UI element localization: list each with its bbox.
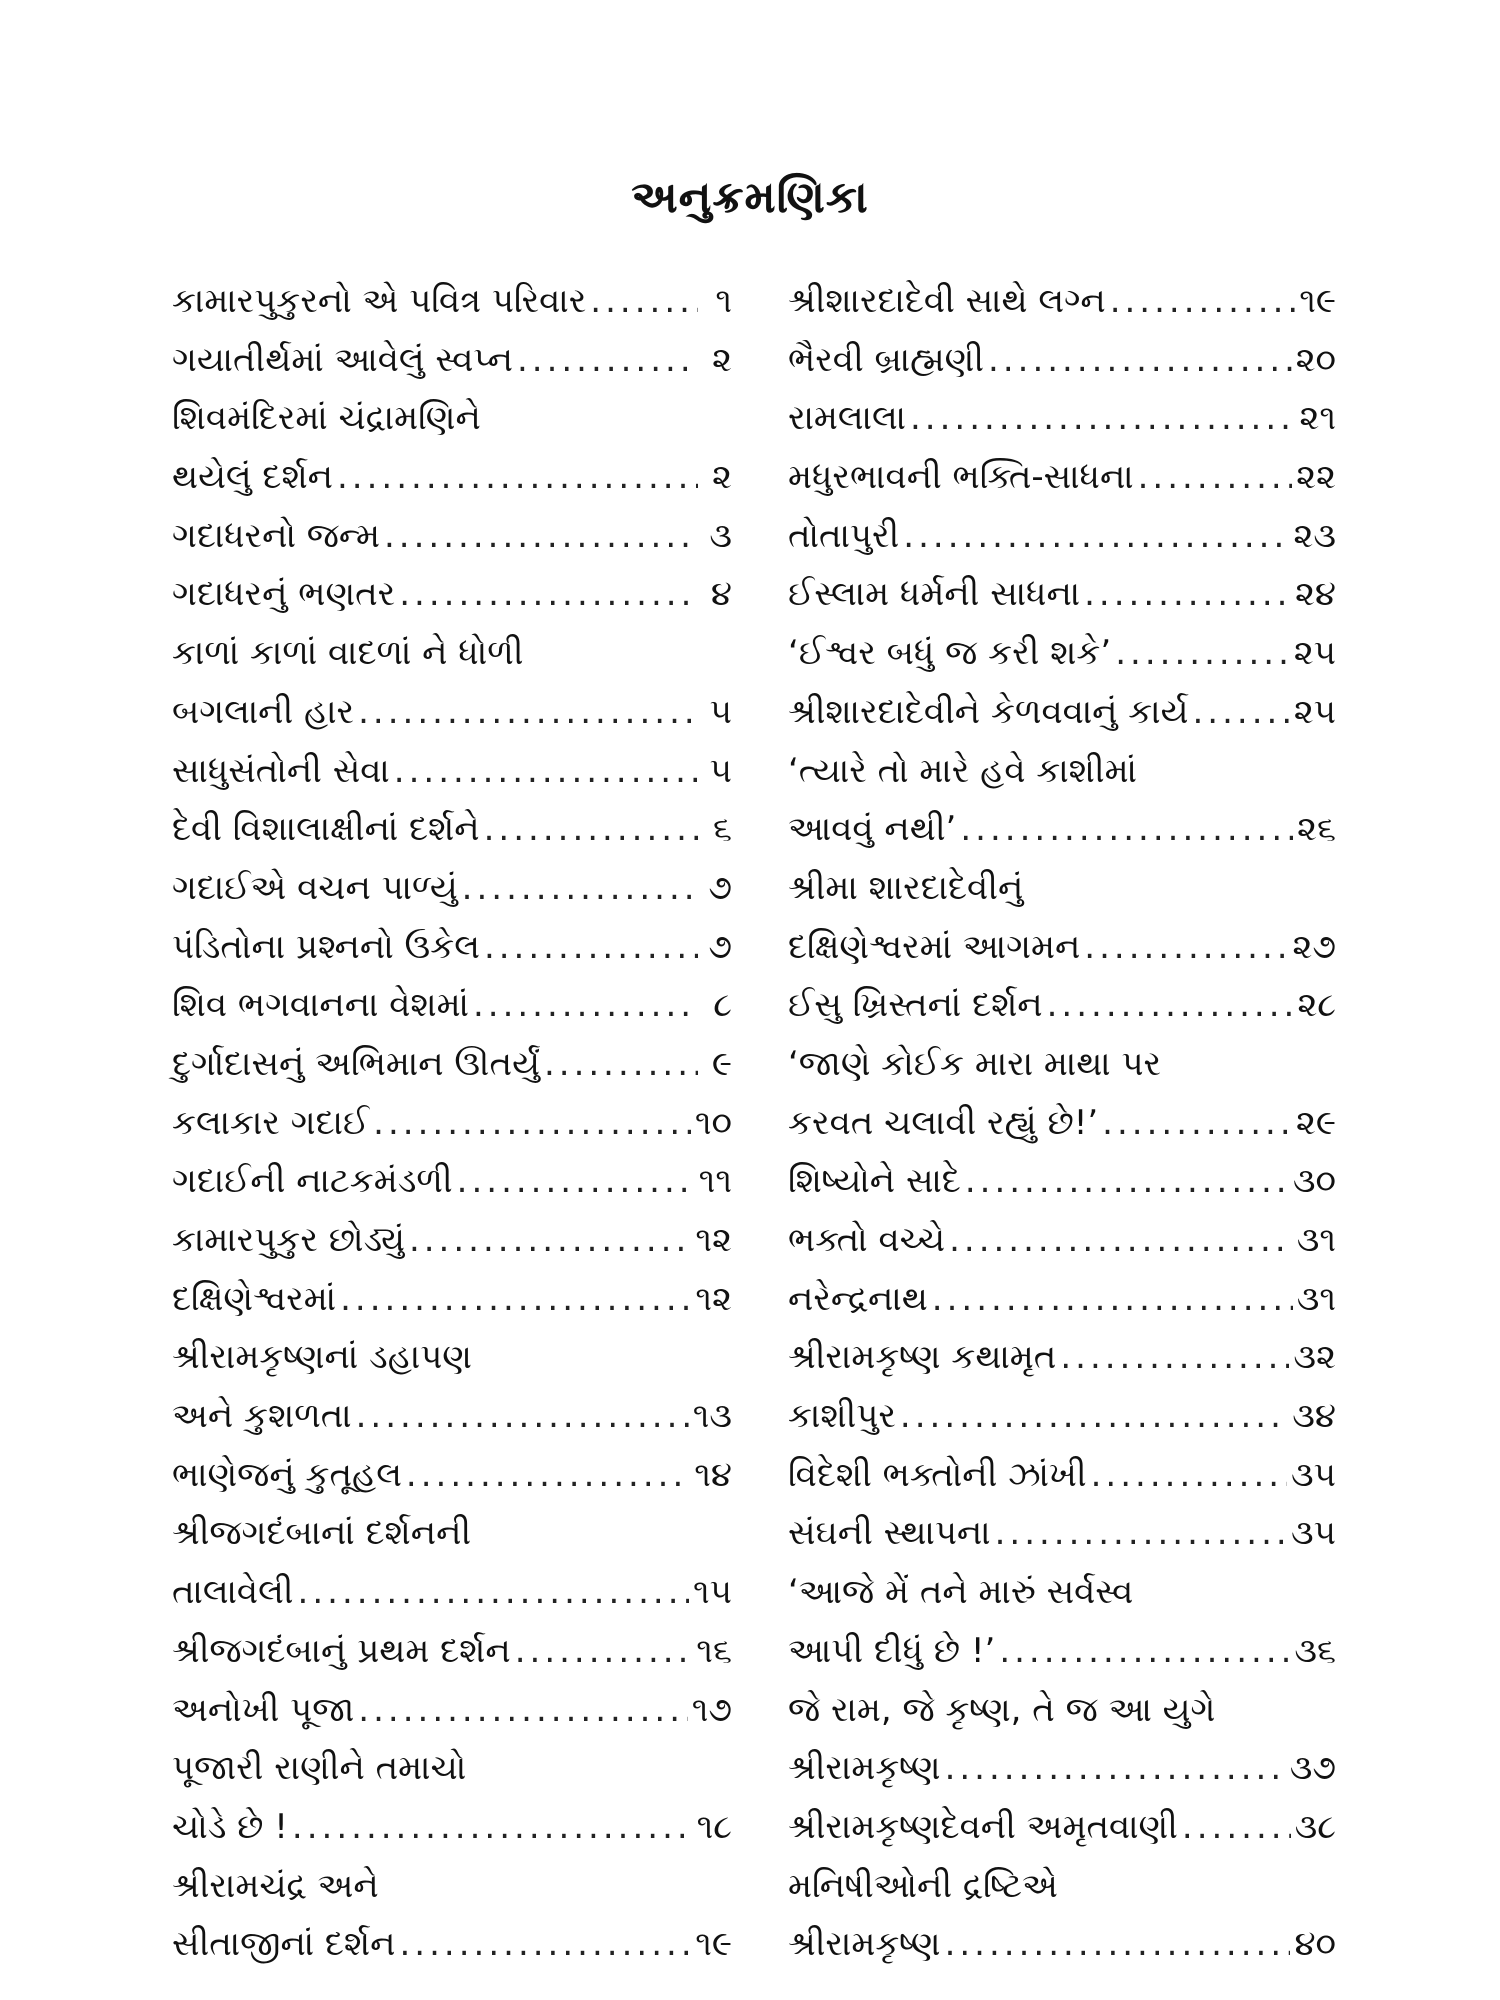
toc-entry: [788, 1681, 1336, 1740]
toc-entry-page: ૫: [709, 691, 732, 732]
toc-dot-leader: [517, 331, 698, 390]
toc-dot-leader: [900, 1387, 1288, 1446]
toc-dot-leader: [1192, 683, 1289, 742]
toc-entry: [788, 331, 1336, 390]
toc-entry: [172, 1563, 732, 1622]
toc-dot-leader: [373, 1094, 691, 1153]
toc-entry-page: ૨૭: [1292, 926, 1336, 967]
toc-dot-leader: [473, 976, 698, 1035]
toc-dot-leader: [949, 1211, 1293, 1270]
toc-entry: [172, 624, 732, 683]
toc-dot-leader: [292, 1798, 693, 1857]
toc-entry-label: બગલાની હાર: [172, 691, 355, 732]
toc-column-right: [788, 272, 1336, 1974]
toc-entry-page: ૨૯: [1295, 1102, 1336, 1143]
toc-entry-page: ૨૧: [1299, 398, 1336, 439]
toc-entry-label: ભાણેજનું કુતૂહલ: [172, 1454, 402, 1495]
toc-entry-page: ૧: [715, 281, 732, 321]
toc-entry: [788, 624, 1336, 683]
toc-entry-label: મનિષીઓની દ્રષ્ટિએ: [788, 1865, 1058, 1906]
toc-entry-label: ભૈરવી બ્રાહ્મણી: [788, 339, 985, 380]
toc-entry-label: પંડિતોના પ્રશ્નનો ઉકેલ: [172, 926, 480, 967]
toc-entry: [788, 1915, 1336, 1974]
toc-entry: [172, 742, 732, 801]
toc-entry-label: ગદાધરનું ભણતર: [172, 574, 396, 615]
toc-entry-label: કાશીપુર: [788, 1396, 896, 1437]
toc-entry-page: ૨૩: [1293, 515, 1336, 556]
toc-entry-page: ૧૫: [693, 1572, 732, 1613]
toc-entry: [788, 1387, 1336, 1446]
toc-entry-page: ૨: [712, 457, 732, 498]
toc-dot-leader: [399, 1915, 691, 1974]
toc-entry: [788, 1798, 1336, 1857]
toc-entry: [172, 272, 732, 331]
toc-entry: [172, 448, 732, 507]
toc-entry-label: દક્ષિણેશ્વરમાં: [172, 1278, 337, 1319]
toc-dot-leader: [399, 565, 698, 624]
toc-entry-label: ‘આજે મેં તને મારું સર્વસ્વ: [788, 1572, 1134, 1613]
toc-entry-page: ૩૨: [1293, 1337, 1336, 1378]
toc-entry-page: ૫: [709, 750, 732, 791]
toc-entry-label: શ્રીરામકૃષ્ણદેવની અમૃતવાણી: [788, 1806, 1178, 1847]
toc-entry: [788, 565, 1336, 624]
toc-entry-label: અનોખી પૂજા: [172, 1689, 355, 1730]
toc-dot-leader: [1115, 624, 1289, 683]
toc-entry: [172, 1387, 732, 1446]
toc-entry-label: મધુરભાવની ભક્તિ-સાધના: [788, 457, 1134, 498]
toc-entry: [172, 683, 732, 742]
toc-entry-label: દક્ષિણેશ્વરમાં આગમન: [788, 926, 1081, 967]
toc-entry-label: ‘જાણે કોઈક મારા માથા પર: [788, 1043, 1162, 1084]
toc-entry: [788, 859, 1336, 918]
toc-entry-label: જે રામ, જે કૃષ્ણ, તે જ આ યુગે: [788, 1689, 1216, 1730]
toc-entry-label: થયેલું દર્શન: [172, 457, 333, 498]
toc-entry: [788, 800, 1336, 859]
toc-entry-label: ચોડે છે !: [172, 1806, 288, 1847]
toc-entry-label: શ્રીજગદંબાનું પ્રથમ દર્શન: [172, 1630, 511, 1671]
toc-dot-leader: [394, 742, 698, 801]
toc-entry-page: ૨૬: [1297, 809, 1336, 850]
toc-entry-page: ૧૨: [695, 1278, 732, 1319]
toc-entry-page: ૧૧: [698, 1161, 732, 1202]
toc-dot-leader: [1102, 1094, 1292, 1153]
toc-entry-page: ૩૬: [1294, 1630, 1336, 1671]
toc-dot-leader: [358, 683, 698, 742]
toc-entry: [788, 1739, 1336, 1798]
toc-dot-leader: [965, 1152, 1289, 1211]
toc-entry-label: શ્રીમા શારદાદેવીનું: [788, 867, 1024, 908]
toc-entry-page: ૭: [708, 867, 732, 908]
toc-entry-page: ૩૭: [1289, 1748, 1336, 1789]
toc-entry: [788, 272, 1336, 331]
toc-entry-page: ૩૫: [1291, 1513, 1336, 1554]
toc-entry-page: ૩: [709, 515, 732, 556]
toc-dot-leader: [544, 1035, 698, 1094]
toc-dot-leader: [1110, 272, 1296, 331]
toc-entry-label: સંઘની સ્થાપના: [788, 1513, 991, 1554]
toc-entry: [172, 1915, 732, 1974]
toc-entry-label: ઈસુ ખ્રિસ્તનાં દર્શન: [788, 985, 1043, 1026]
toc-entry-page: ૭: [708, 926, 732, 967]
toc-entry-label: દેવી વિશાલાક્ષીનાં દર્શને: [172, 809, 480, 850]
toc-dot-leader: [356, 1387, 689, 1446]
toc-entry-page: ૩૧: [1296, 1278, 1336, 1319]
toc-dot-leader: [1084, 565, 1291, 624]
toc-entry-label: અને કુશળતા: [172, 1396, 352, 1437]
toc-entry: [788, 1446, 1336, 1505]
toc-entry: [788, 976, 1336, 1035]
toc-entry: [172, 565, 732, 624]
toc-dot-leader: [1047, 976, 1294, 1035]
toc-entry: [172, 1622, 732, 1681]
toc-entry: [172, 1504, 732, 1563]
toc-entry: [172, 1446, 732, 1505]
toc-entry-label: શ્રીરામકૃષ્ણ: [788, 1748, 941, 1789]
toc-entry-label: શિવમંદિરમાં ચંદ્રામણિને: [172, 398, 481, 439]
toc-entry-label: શિવ ભગવાનના વેશમાં: [172, 985, 469, 1026]
toc-dot-leader: [1091, 1446, 1287, 1505]
toc-entry-page: ૨૦: [1295, 339, 1336, 380]
toc-entry-page: ૧૬: [696, 1630, 732, 1671]
toc-entry-label: કલાકાર ગદાઈ: [172, 1102, 370, 1143]
toc-dot-leader: [903, 507, 1289, 566]
toc-entry-label: આવવું નથી’: [788, 809, 957, 850]
toc-entry: [788, 1504, 1336, 1563]
toc-entry-page: ૩૫: [1291, 1454, 1336, 1495]
toc-column-left: [172, 272, 732, 1974]
toc-entry-label: રામલાલા: [788, 398, 906, 439]
toc-entry: [172, 976, 732, 1035]
toc-entry-page: ૯: [711, 1043, 732, 1084]
toc-entry: [788, 1035, 1336, 1094]
toc-entry-label: તાલાવેલી: [172, 1572, 294, 1613]
toc-entry-label: કામારપુકુરનો એ પવિત્ર પરિવાર: [172, 281, 587, 321]
toc-dot-leader: [910, 389, 1295, 448]
toc-entry: [172, 1211, 732, 1270]
toc-dot-leader: [298, 1563, 689, 1622]
toc-entry-page: ૧૭: [691, 1689, 732, 1730]
toc-entry: [788, 1094, 1336, 1153]
toc-dot-leader: [945, 1739, 1286, 1798]
toc-entry-label: પૂજારી રાણીને તમાચો: [172, 1748, 467, 1789]
toc-entry-label: સીતાજીનાં દર્શન: [172, 1924, 396, 1965]
toc-dot-leader: [384, 507, 698, 566]
toc-entry-page: ૨૫: [1293, 691, 1336, 732]
toc-entry-page: ૮: [713, 985, 732, 1026]
toc-entry: [788, 448, 1336, 507]
toc-entry: [172, 1035, 732, 1094]
toc-entry: [172, 918, 732, 977]
toc-entry: [788, 1563, 1336, 1622]
toc-entry-page: ૧૯: [1299, 281, 1336, 321]
toc-dot-leader: [409, 1211, 691, 1270]
toc-entry: [172, 1681, 732, 1740]
toc-entry-label: ગયાતીર્થમાં આવેલું સ્વપ્ન: [172, 339, 513, 380]
toc-entry-label: ગદાઈએ વચન પાળ્યું: [172, 867, 458, 908]
toc-entry-label: શ્રીરામચંદ્ર અને: [172, 1865, 379, 1906]
toc-dot-leader: [340, 1270, 691, 1329]
toc-entry: [788, 742, 1336, 801]
toc-dot-leader: [932, 1270, 1293, 1329]
toc-dot-leader: [1084, 918, 1288, 977]
toc-entry-page: ૩૧: [1296, 1220, 1336, 1260]
toc-entry-label: શ્રીશારદાદેવી સાથે લગ્ન: [788, 281, 1106, 321]
toc-entry-label: આપી દીધું છે !’: [788, 1630, 996, 1671]
toc-entry: [172, 1798, 732, 1857]
toc-dot-leader: [406, 1446, 690, 1505]
toc-entry-label: ‘ઈશ્વર બધું જ કરી શકે’: [788, 633, 1112, 674]
toc-entry: [172, 859, 732, 918]
toc-entry: [788, 389, 1336, 448]
toc-entry-page: ૨૮: [1297, 985, 1336, 1026]
toc-dot-leader: [358, 1681, 687, 1740]
toc-dot-leader: [988, 331, 1292, 390]
toc-dot-leader: [960, 800, 1293, 859]
toc-dot-leader: [999, 1622, 1290, 1681]
toc-entry: [172, 1094, 732, 1153]
toc-entry-page: ૨૨: [1296, 457, 1336, 498]
toc-entry-page: ૬: [712, 809, 732, 850]
toc-entry-page: ૧૨: [695, 1220, 732, 1260]
toc-entry-label: સાધુસંતોની સેવા: [172, 750, 390, 791]
toc-entry-label: શ્રીજગદંબાનાં દર્શનની: [172, 1513, 472, 1554]
toc-entry: [172, 1857, 732, 1916]
toc-entry-label: ગદાઈની નાટકમંડળી: [172, 1161, 453, 1202]
toc-entry: [172, 1739, 732, 1798]
toc-entry-label: કરવત ચલાવી રહ્યું છે!’: [788, 1102, 1099, 1143]
toc-entry-page: ૨૪: [1294, 574, 1336, 615]
toc-dot-leader: [484, 800, 698, 859]
toc-entry-label: શ્રીરામકૃષ્ણ કથામૃત: [788, 1337, 1057, 1378]
toc-entry-page: ૧૮: [696, 1806, 732, 1847]
toc-entry-page: ૩૪: [1292, 1396, 1336, 1437]
toc-entry: [172, 507, 732, 566]
toc-dot-leader: [1182, 1798, 1291, 1857]
toc-entry-page: ૪૦: [1294, 1924, 1336, 1965]
toc-dot-leader: [995, 1504, 1287, 1563]
toc-entry: [788, 1857, 1336, 1916]
toc-entry-label: શ્રીરામકૃષ્ણ: [788, 1924, 941, 1965]
toc-entry: [788, 1270, 1336, 1329]
toc-dot-leader: [457, 1152, 695, 1211]
toc-entry: [788, 683, 1336, 742]
toc-entry-page: ૨૫: [1293, 633, 1336, 674]
toc-entry-page: ૩૦: [1292, 1161, 1336, 1202]
toc-entry: [172, 331, 732, 390]
toc-entry-page: ૩૮: [1294, 1806, 1336, 1847]
page-title: અનુક્રમણિકા: [631, 172, 869, 223]
toc-dot-leader: [590, 272, 698, 331]
toc-entry: [788, 1211, 1336, 1270]
toc-dot-leader: [945, 1915, 1291, 1974]
toc-entry-label: ભક્તો વચ્ચે: [788, 1220, 946, 1260]
toc-dot-leader: [462, 859, 698, 918]
toc-entry-label: તોતાપુરી: [788, 515, 900, 556]
toc-entry-page: ૧૩: [692, 1396, 732, 1437]
toc-entry-label: કામારપુકુર છોડ્યું: [172, 1220, 405, 1260]
toc-entry-label: શ્રીશારદાદેવીને કેળવવાનું કાર્ય: [788, 691, 1189, 732]
toc-entry-label: ઈસ્લામ ધર્મની સાધના: [788, 574, 1081, 615]
toc-entry-label: ગદાધરનો જન્મ: [172, 515, 380, 556]
toc-dot-leader: [337, 448, 698, 507]
toc-entry-label: નરેન્દ્રનાથ: [788, 1278, 928, 1319]
toc-entry: [172, 1270, 732, 1329]
toc-entry: [172, 1152, 732, 1211]
toc-entry-page: ૨: [712, 339, 732, 380]
toc-entry-label: કાળાં કાળાં વાદળાં ને ધોળી: [172, 633, 524, 674]
toc-entry: [788, 1622, 1336, 1681]
toc-dot-leader: [484, 918, 698, 977]
toc-entry-label: શ્રીરામકૃષ્ણનાં ડહાપણ: [172, 1337, 472, 1378]
toc-entry-page: ૪: [710, 574, 732, 615]
toc-entry-page: ૧૦: [694, 1102, 732, 1143]
toc-entry: [788, 1328, 1336, 1387]
toc-dot-leader: [1060, 1328, 1289, 1387]
toc-entry-label: ‘ત્યારે તો મારે હવે કાશીમાં: [788, 750, 1137, 791]
toc-entry: [172, 800, 732, 859]
toc-entry-label: શિષ્યોને સાદે: [788, 1161, 961, 1202]
toc-dot-leader: [515, 1622, 693, 1681]
toc-entry: [172, 1328, 732, 1387]
toc-dot-leader: [1138, 448, 1292, 507]
toc-entry-page: ૧૪: [694, 1454, 732, 1495]
toc-entry: [788, 1152, 1336, 1211]
toc-entry-label: વિદેશી ભક્તોની ઝાંખી: [788, 1454, 1087, 1495]
toc-entry-label: દુર્ગાદાસનું અભિમાન ઊતર્યું: [172, 1043, 540, 1084]
toc-entry-page: ૧૯: [695, 1924, 732, 1965]
toc-entry: [788, 507, 1336, 566]
toc-entry: [172, 389, 732, 448]
toc-entry: [788, 918, 1336, 977]
